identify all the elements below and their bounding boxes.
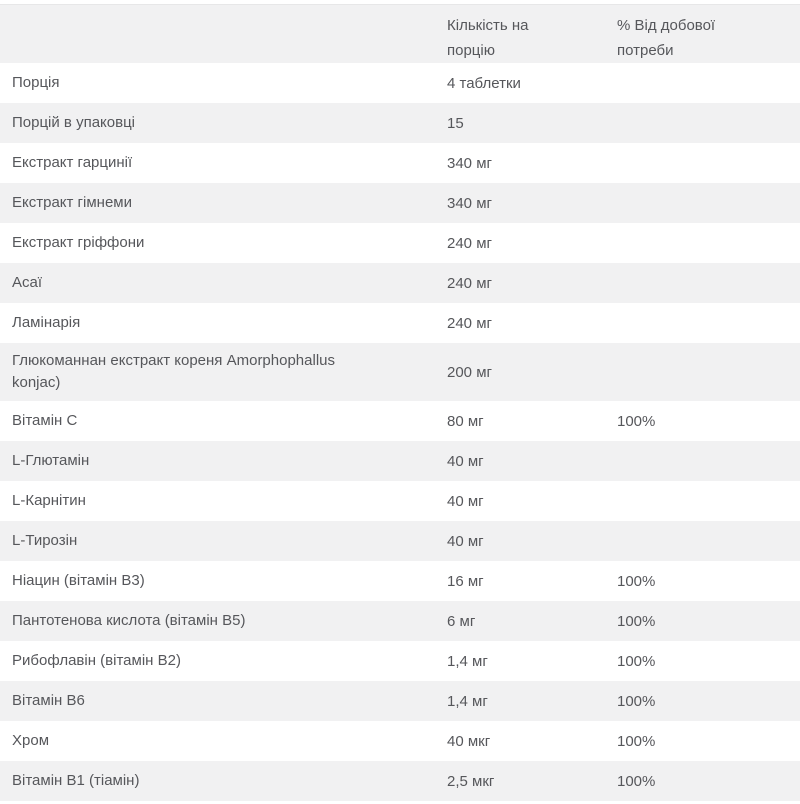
ingredient-name: Екстракт гімнеми [12,194,132,211]
ingredient-daily-value: 100% [617,732,656,750]
table-row [0,183,800,223]
table-row [0,521,800,561]
ingredient-name: Асаї [12,274,43,291]
table-body [0,63,800,801]
table-row [0,641,800,681]
ingredient-name: Хром [12,732,50,749]
table-row [0,721,800,761]
ingredient-amount: 200 мг [447,363,492,381]
ingredient-daily-value: 100% [617,612,656,630]
ingredient-name: Екстракт гріффони [12,234,145,251]
ingredient-amount: 340 мг [447,194,492,212]
ingredient-name: Вітамін С [12,412,78,429]
ingredient-daily-value: 100% [617,692,656,710]
ingredient-daily-value: 100% [617,412,656,430]
table-row [0,103,800,143]
table-row [0,63,800,103]
ingredient-amount: 240 мг [447,314,492,332]
ingredient-amount: 1,4 мг [447,652,488,670]
ingredient-amount: 4 таблетки [447,74,521,92]
ingredient-daily-value: 100% [617,652,656,670]
ingredient-amount: 1,4 мг [447,692,488,710]
ingredient-name: Ніацин (вітамін В3) [12,572,145,589]
ingredient-amount: 40 мг [447,532,484,550]
ingredient-daily-value: 100% [617,572,656,590]
ingredient-name: Вітамін В1 (тіамін) [12,772,140,789]
table-row [0,601,800,641]
table-row [0,681,800,721]
table-header [0,4,800,63]
ingredient-amount: 240 мг [447,234,492,252]
table-row [0,401,800,441]
table-row [0,561,800,601]
ingredient-amount: 40 мкг [447,732,491,750]
amount-column-header: Кількість на порцію [447,17,529,59]
ingredient-name: Порція [12,74,60,91]
ingredient-name: Ламінарія [12,314,81,331]
table-row [0,761,800,801]
table-row [0,223,800,263]
table-row [0,143,800,183]
ingredient-name: Пантотенова кислота (вітамін В5) [12,612,246,629]
table-row [0,303,800,343]
ingredient-amount: 240 мг [447,274,492,292]
ingredient-name: L-Карнітин [12,492,86,509]
ingredient-name: Рибофлавін (вітамін В2) [12,652,181,669]
ingredient-name: Глюкоманнан екстракт кореня Amorphophallus konjac) [12,352,335,391]
ingredient-amount: 2,5 мкг [447,772,495,790]
ingredient-amount: 15 [447,114,464,132]
table-row [0,441,800,481]
ingredient-amount: 6 мг [447,612,476,630]
table-row [0,343,800,401]
ingredient-name: Вітамін В6 [12,692,85,709]
ingredient-name: L-Тирозін [12,532,78,549]
ingredient-name: Екстракт гарцинії [12,154,133,171]
ingredient-amount: 340 мг [447,154,492,172]
table-row [0,263,800,303]
table-row [0,481,800,521]
supplement-facts-table [0,4,800,801]
ingredient-amount: 40 мг [447,492,484,510]
ingredient-name: L-Глютамін [12,452,90,469]
ingredient-amount: 40 мг [447,452,484,470]
ingredient-name: Порцій в упаковці [12,114,136,131]
daily-value-column-header: % Від добової потреби [617,17,716,59]
ingredient-amount: 16 мг [447,572,484,590]
ingredient-amount: 80 мг [447,412,484,430]
ingredient-daily-value: 100% [617,772,656,790]
